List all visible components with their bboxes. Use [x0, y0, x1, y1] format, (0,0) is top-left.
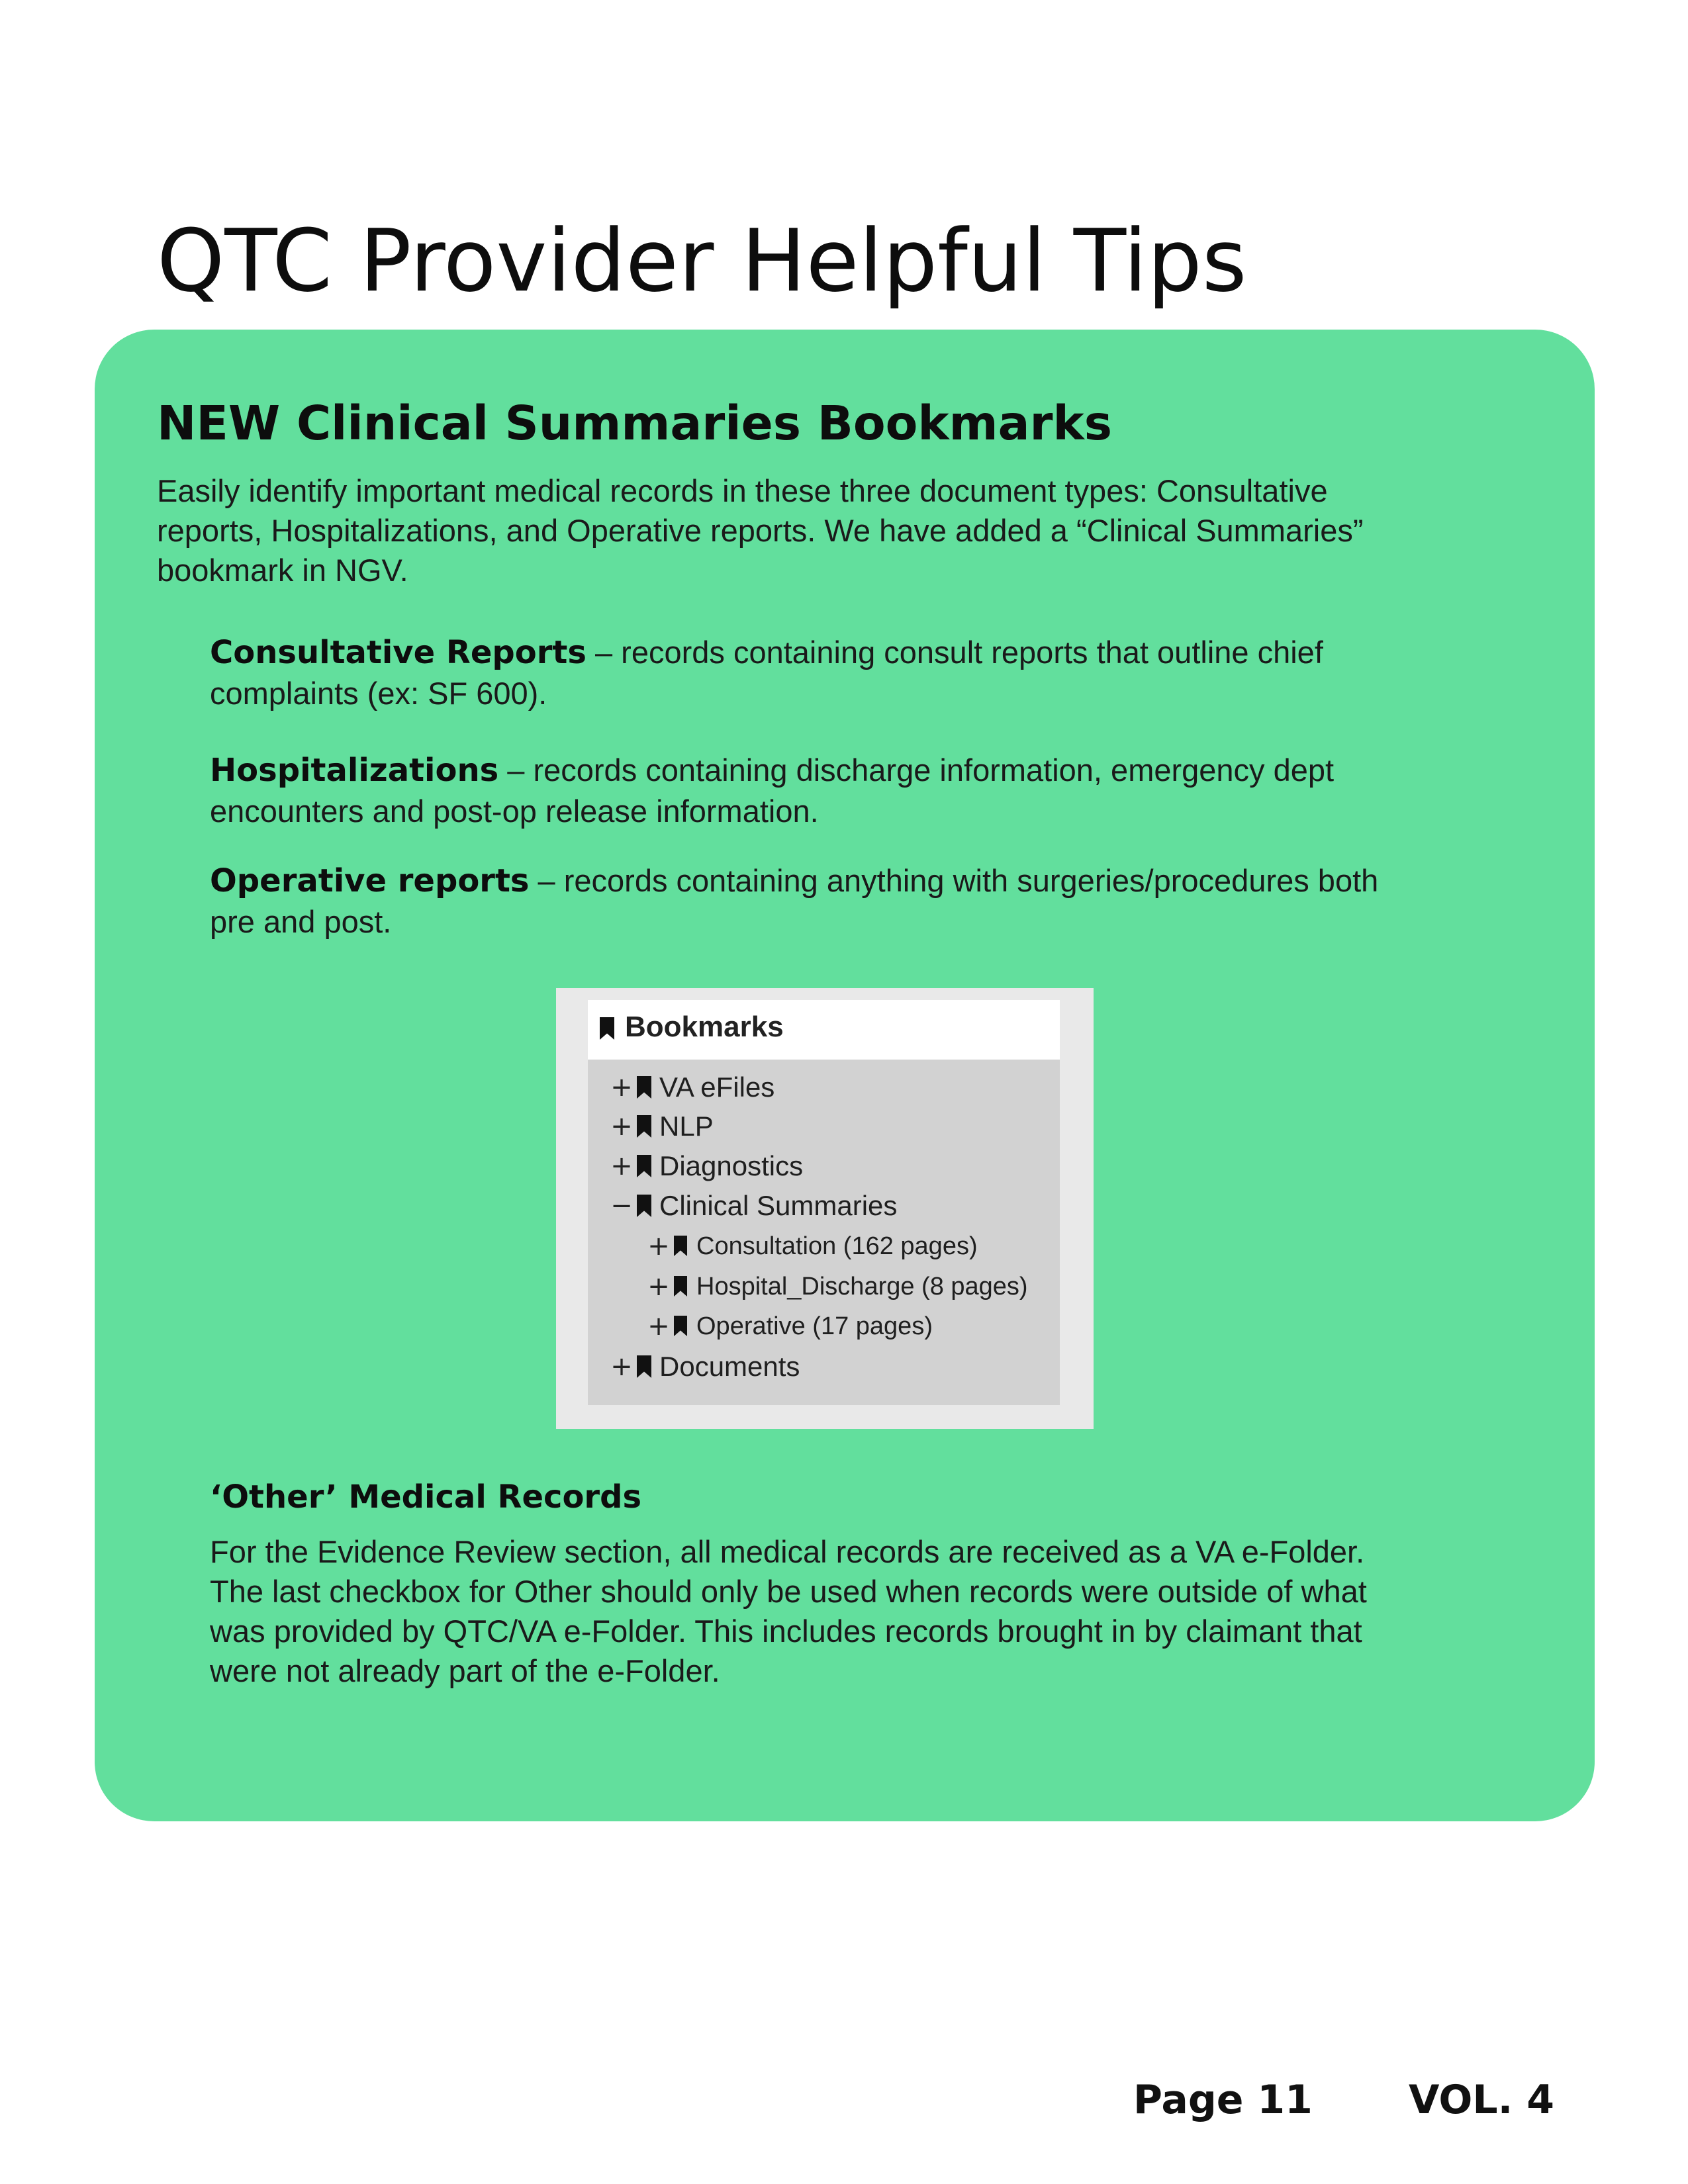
- expand-icon[interactable]: +: [610, 1111, 633, 1142]
- term-description: – records containing discharge information, emergency dept encounters and post-op release information.: [210, 752, 1335, 829]
- page-number: Page 11: [1133, 2077, 1313, 2123]
- expand-icon[interactable]: +: [610, 1072, 633, 1103]
- bookmark-item-documents[interactable]: [610, 1348, 1047, 1385]
- expand-icon[interactable]: +: [647, 1271, 670, 1302]
- bookmark-icon: [674, 1316, 687, 1336]
- term-operative-reports: [210, 860, 1401, 942]
- bookmark-icon: [637, 1195, 651, 1217]
- bookmark-item-hospital-discharge[interactable]: [647, 1268, 1051, 1305]
- term-name: Operative reports: [210, 862, 530, 899]
- other-records-heading: ‘Other’ Medical Records: [210, 1479, 642, 1516]
- bookmark-item-nlp[interactable]: [610, 1108, 1047, 1145]
- bookmark-icon: [600, 1017, 614, 1040]
- bookmarks-header: [588, 1000, 1060, 1060]
- bookmark-label: Hospital_Discharge (8 pages): [696, 1273, 1028, 1300]
- other-records-body: For the Evidence Review section, all medical records are received as a VA e-Folder. The last checkbox for Other should only be used when records were outside of what was provided by QTC/VA e-Folder. This includes records brought in by claimant that were not already part of the e-Folder.: [210, 1534, 1367, 1688]
- page-title: QTC Provider Helpful Tips: [157, 210, 1247, 311]
- volume-label: VOL. 4: [1409, 2077, 1555, 2123]
- card-heading: NEW Clinical Summaries Bookmarks: [157, 396, 1112, 451]
- bookmark-label: NLP: [659, 1111, 714, 1142]
- term-name: Hospitalizations: [210, 752, 499, 789]
- term-consultative-reports: [210, 632, 1401, 713]
- bookmark-item-operative[interactable]: [647, 1308, 1051, 1345]
- expand-icon[interactable]: +: [610, 1351, 633, 1382]
- bookmark-item-clinical-summaries[interactable]: [610, 1187, 1047, 1224]
- term-description: – records containing anything with surgeries/procedures both pre and post.: [210, 863, 1379, 939]
- collapse-icon[interactable]: −: [610, 1191, 633, 1221]
- bookmark-label: Documents: [659, 1351, 800, 1382]
- bookmark-item-consultation[interactable]: [647, 1228, 1051, 1265]
- expand-icon[interactable]: +: [647, 1311, 670, 1342]
- term-description: – records containing consult reports that outline chief complaints (ex: SF 600).: [210, 635, 1323, 711]
- bookmark-icon: [674, 1236, 687, 1256]
- expand-icon[interactable]: +: [647, 1231, 670, 1261]
- bookmark-icon: [637, 1155, 651, 1177]
- bookmark-icon: [637, 1076, 651, 1099]
- expand-icon[interactable]: +: [610, 1151, 633, 1181]
- term-hospitalizations: [210, 750, 1401, 831]
- bookmark-label: Consultation (162 pages): [696, 1232, 978, 1260]
- bookmark-label: Clinical Summaries: [659, 1190, 898, 1221]
- bookmark-icon: [637, 1115, 651, 1138]
- bookmarks-tree: [588, 1060, 1060, 1405]
- bookmark-item-va-efiles[interactable]: [610, 1069, 1047, 1106]
- bookmark-label: Operative (17 pages): [696, 1312, 933, 1340]
- bookmark-icon: [674, 1276, 687, 1297]
- bookmark-icon: [637, 1355, 651, 1378]
- bookmarks-screenshot: [556, 988, 1094, 1429]
- bookmark-item-diagnostics[interactable]: [610, 1148, 1047, 1185]
- intro-paragraph: Easily identify important medical records in these three document types: Consultative reports, Hospitalizations, and Operative reports. We have added a “Clinical Summaries” bookmark in NGV.: [157, 473, 1364, 588]
- term-name: Consultative Reports: [210, 634, 586, 671]
- bookmark-label: VA eFiles: [659, 1071, 775, 1103]
- bookmark-label: Diagnostics: [659, 1150, 804, 1181]
- bookmarks-header-label: Bookmarks: [625, 1011, 784, 1043]
